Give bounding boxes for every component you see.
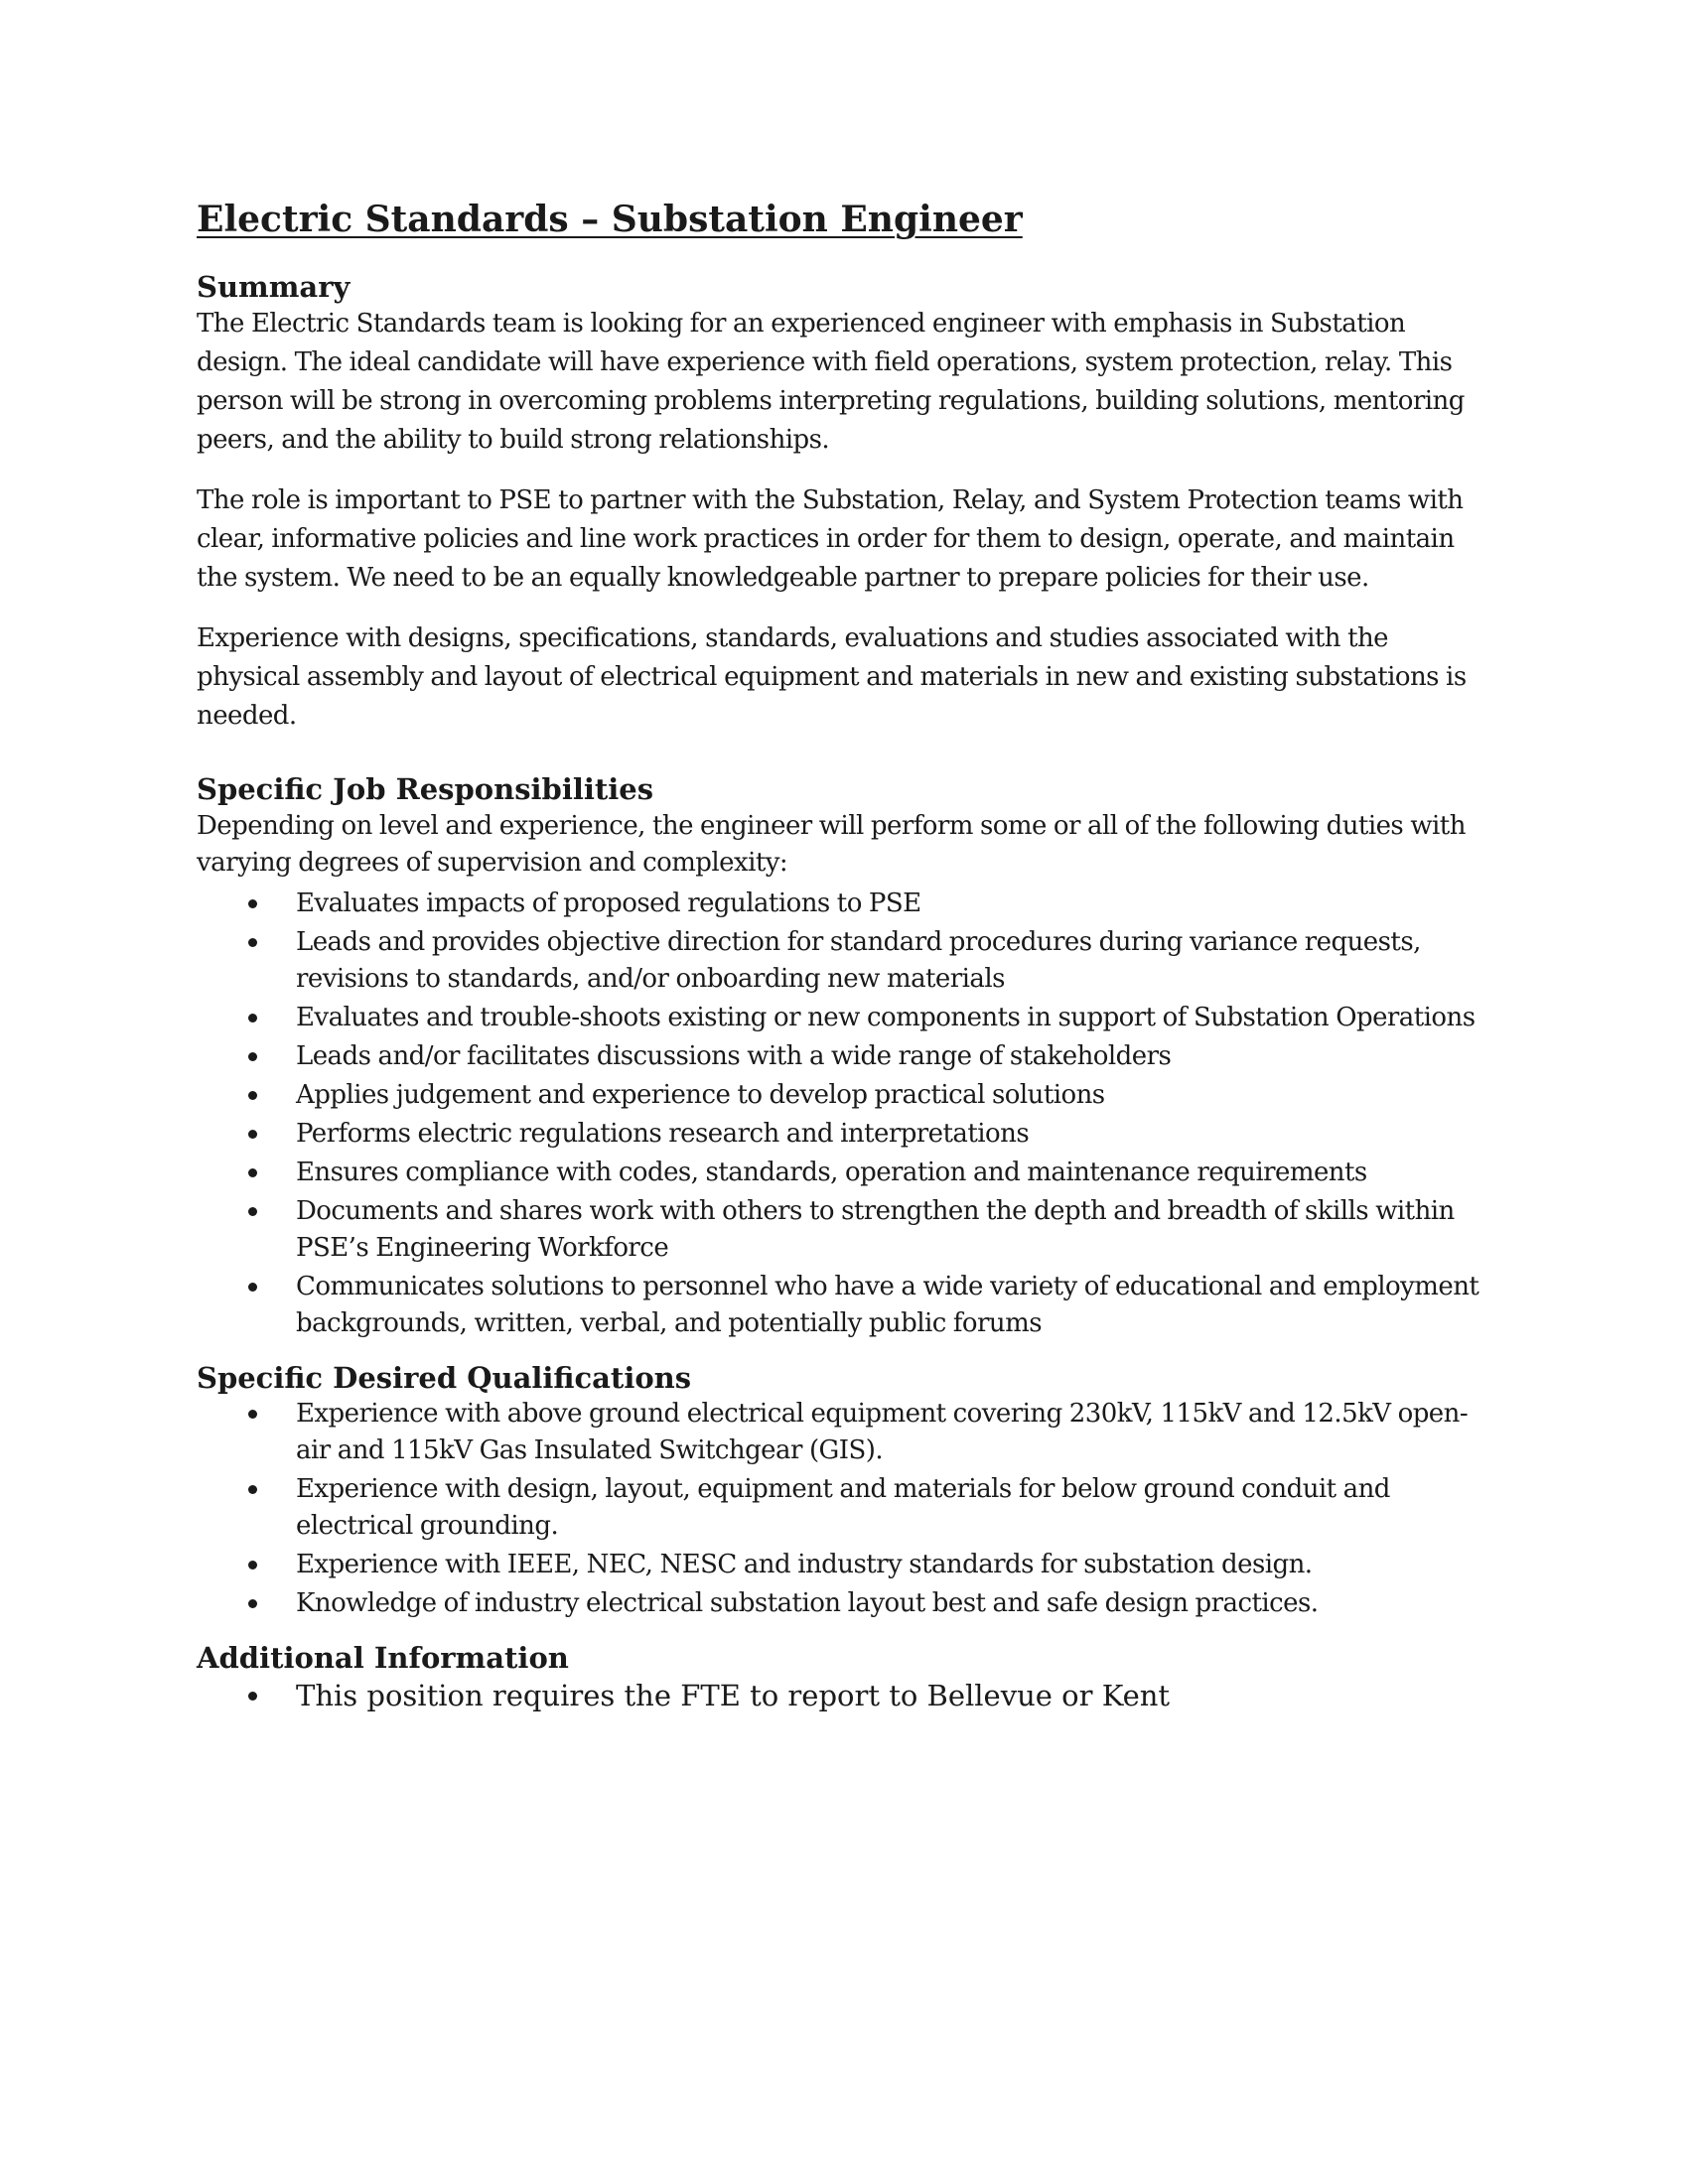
bullet-icon: [248, 899, 257, 908]
list-item-text: Performs electric regulations research and interpretations: [296, 1118, 1030, 1149]
list-item: [197, 1269, 1487, 1342]
list-item: [197, 924, 1487, 998]
list-item-text: Experience with IEEE, NEC, NESC and industry standards for substation design.: [296, 1549, 1313, 1579]
section-spacer: [197, 757, 1487, 771]
list-item-text: Ensures compliance with codes, standards, operation and maintenance requirements: [296, 1157, 1367, 1187]
list-item-text: Applies judgement and experience to develop practical solutions: [296, 1079, 1105, 1110]
bullet-icon: [248, 1283, 257, 1292]
additional-info-list: [197, 1676, 1487, 1715]
bullet-icon: [248, 1485, 257, 1494]
bullet-icon: [248, 938, 257, 947]
summary-heading: Summary: [197, 270, 351, 305]
list-item: [197, 1000, 1487, 1036]
bullet-icon: [248, 1561, 257, 1570]
list-item: [197, 1396, 1487, 1469]
bullet-icon: [248, 1052, 257, 1061]
list-item-text: This position requires the FTE to report to Bellevue or Kent: [296, 1679, 1171, 1713]
list-item-text: Evaluates and trouble-shoots existing or new components in support of Substation Operations: [296, 1002, 1476, 1032]
list-item: [197, 1155, 1487, 1191]
document-title: Electric Standards – Substation Engineer: [197, 199, 1023, 240]
list-item: [197, 1193, 1487, 1267]
bullet-icon: [248, 1014, 257, 1023]
summary-paragraph: Experience with designs, specifications, standards, evaluations and studies associated with the physical assembly and layout of electrical equipment and materials in new and existing substations is needed.: [197, 623, 1467, 732]
list-item: [197, 1547, 1487, 1583]
additional-info-heading: Additional Information: [197, 1640, 569, 1675]
responsibilities-intro: Depending on level and experience, the engineer will perform some or all of the following duties with varying degrees of supervision and complexity:: [197, 810, 1466, 878]
bullet-icon: [248, 1692, 257, 1701]
list-item-text: Leads and/or facilitates discussions with a wide range of stakeholders: [296, 1040, 1172, 1071]
list-item: [197, 1116, 1487, 1153]
bullet-icon: [248, 1410, 257, 1419]
bullet-icon: [248, 1130, 257, 1139]
responsibilities-list: [197, 886, 1487, 1342]
summary-section: [197, 269, 1487, 736]
qualifications-section: [197, 1360, 1487, 1622]
list-item: [197, 1038, 1487, 1075]
list-item-text: Knowledge of industry electrical substation layout best and safe design practices.: [296, 1587, 1319, 1618]
qualifications-heading: Specific Desired Qualifications: [197, 1360, 692, 1395]
list-item-text: Evaluates impacts of proposed regulations to PSE: [296, 887, 921, 918]
responsibilities-section: [197, 771, 1487, 1341]
list-item-text: Communicates solutions to personnel who have a wide variety of educational and employment backgrounds, written, verbal, and potentially public forums: [296, 1271, 1479, 1338]
list-item: [197, 1585, 1487, 1622]
list-item-text: Experience with above ground electrical equipment covering 230kV, 115kV and 12.5kV open-air and 115kV Gas Insulated Switchgear (GIS).: [296, 1398, 1469, 1465]
bullet-icon: [248, 1207, 257, 1216]
bullet-icon: [248, 1168, 257, 1177]
responsibilities-heading: Specific Job Responsibilities: [197, 772, 654, 807]
qualifications-list: [197, 1396, 1487, 1622]
list-item-text: Leads and provides objective direction for standard procedures during variance requests, revisions to standards, and/or onboarding new materials: [296, 926, 1421, 994]
summary-paragraph: The role is important to PSE to partner with the Substation, Relay, and System Protection teams with clear, informative policies and line work practices in order for them to design, operate, and maintain the system. We need to be an equally knowledgeable partner to prepare policies for their use.: [197, 485, 1464, 594]
summary-paragraph: The Electric Standards team is looking for an experienced engineer with emphasis in Substation design. The ideal candidate will have experience with field operations, system protection, relay. This person will be strong in overcoming problems interpreting regulations, building solutions, mentoring peers, and the ability to build strong relationships.: [197, 309, 1465, 456]
list-item: [197, 1676, 1487, 1715]
list-item: [197, 1471, 1487, 1545]
bullet-icon: [248, 1599, 257, 1608]
list-item: [197, 1077, 1487, 1114]
list-item: [197, 886, 1487, 922]
additional-info-section: [197, 1640, 1487, 1715]
list-item-text: Documents and shares work with others to strengthen the depth and breadth of skills within PSE’s Engineering Workforce: [296, 1195, 1455, 1263]
document-content: [197, 199, 1487, 1733]
list-item-text: Experience with design, layout, equipment and materials for below ground conduit and electrical grounding.: [296, 1473, 1390, 1541]
bullet-icon: [248, 1091, 257, 1100]
